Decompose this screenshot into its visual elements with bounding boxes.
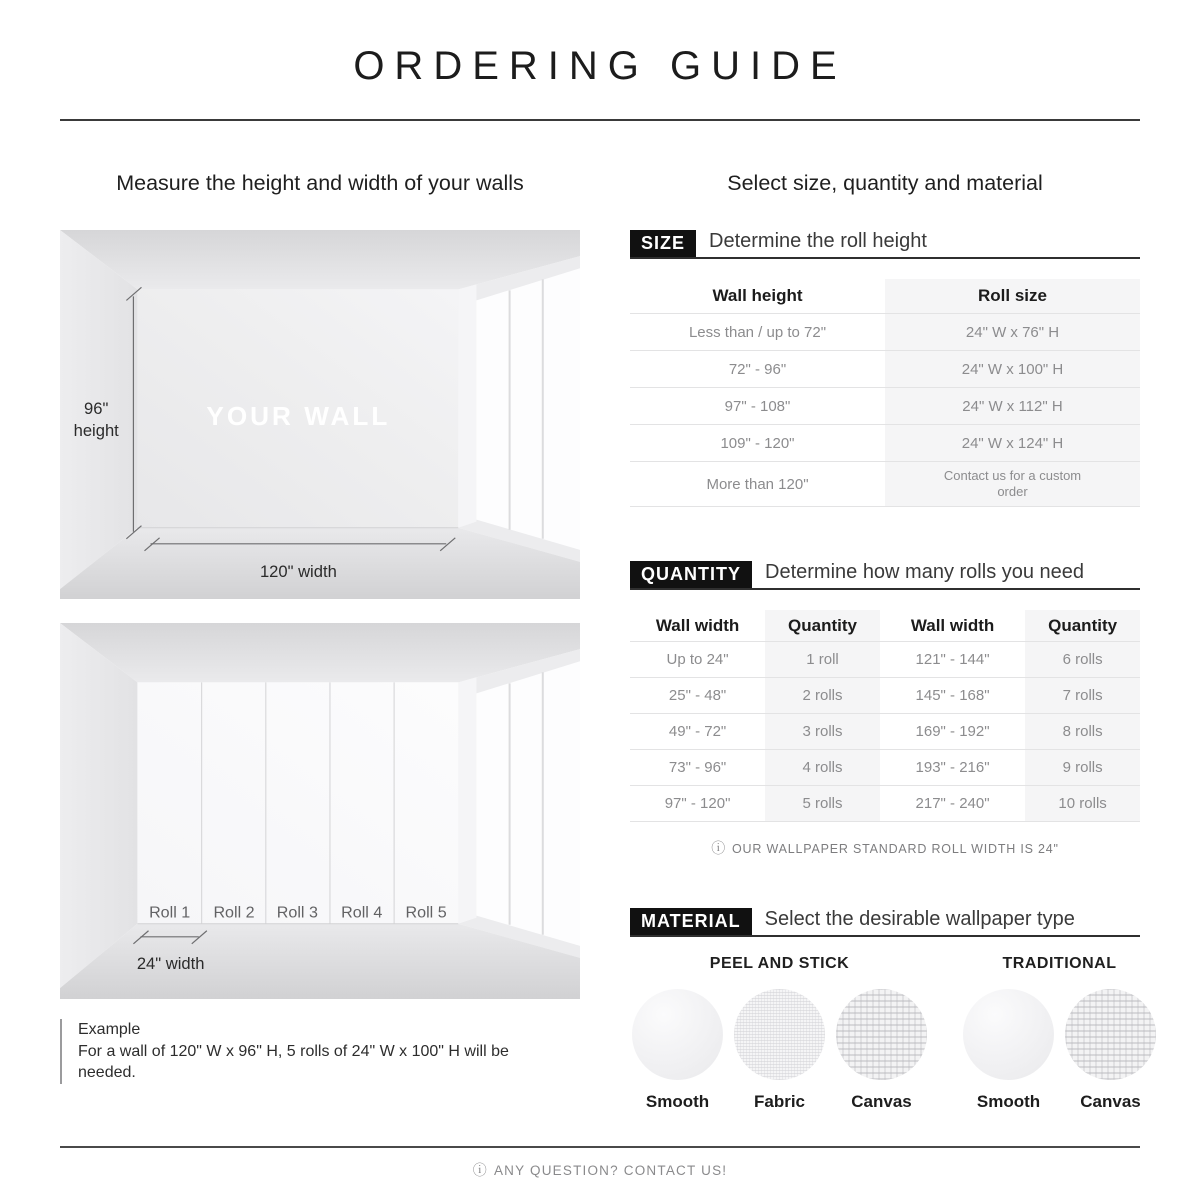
- height-value-label: 96": [84, 399, 109, 419]
- smooth-texture-swatch: [963, 989, 1054, 1080]
- size-section-title: Determine the roll height: [709, 230, 927, 253]
- roll-3-label: Roll 3: [276, 903, 318, 922]
- roll-size-value: Contact us for a custom order: [885, 462, 1140, 506]
- select-column: [630, 121, 1140, 1112]
- swatch-label: Canvas: [1080, 1092, 1141, 1112]
- info-icon: ⓘ: [711, 840, 727, 857]
- size-table: [630, 279, 1140, 507]
- quantity-col-quantity: Quantity: [1025, 610, 1140, 641]
- window-jamb: [458, 677, 476, 923]
- quantity-section-title: Determine how many rolls you need: [765, 561, 1085, 584]
- example-block: [60, 1019, 538, 1084]
- quantity-table-header-row: [630, 610, 1140, 642]
- content-columns: [60, 121, 1140, 1112]
- example-title: Example: [78, 1021, 141, 1039]
- fabric-texture-swatch: [734, 989, 825, 1080]
- size-table-row: [630, 314, 1140, 351]
- page-title: ORDERING GUIDE: [353, 44, 847, 88]
- roll-size-value: 24" W x 76" H: [885, 314, 1140, 350]
- size-table-row: [630, 425, 1140, 462]
- swatch-canvas: [834, 989, 929, 1112]
- quantity-col-wall-width: Wall width: [655, 615, 740, 635]
- swatch-canvas: [1063, 989, 1158, 1112]
- measure-column: [60, 121, 580, 1112]
- material-group-traditional: [961, 955, 1158, 1112]
- roll-width-note: [630, 838, 1140, 858]
- footer-text: ANY QUESTION? CONTACT US!: [493, 1163, 728, 1178]
- size-badge: SIZE: [630, 230, 696, 257]
- quantity-value: 8 rolls: [1025, 714, 1140, 749]
- canvas-texture-swatch: [1065, 989, 1156, 1080]
- material-group-peel-and-stick: [630, 955, 929, 1112]
- quantity-value: 9 rolls: [1025, 750, 1140, 785]
- swatch-smooth: [961, 989, 1056, 1112]
- size-table-row: [630, 388, 1140, 425]
- roll-width-label: 24" width: [136, 954, 205, 974]
- quantity-table: [630, 610, 1140, 822]
- quantity-section-header: [630, 561, 1140, 590]
- wall-width-value: 73" - 96": [668, 759, 727, 777]
- roll-2-label: Roll 2: [213, 903, 255, 922]
- wall-width-value: 145" - 168": [915, 687, 990, 705]
- material-badge: MATERIAL: [630, 908, 752, 935]
- swatch-label: Fabric: [753, 1092, 806, 1112]
- wall-width-value: Up to 24": [666, 651, 729, 669]
- material-groups: [630, 955, 1140, 1112]
- roll-size-value: 24" W x 124" H: [885, 425, 1140, 461]
- window: [476, 661, 580, 946]
- footer-divider: [60, 1146, 1140, 1148]
- traditional-swatches: [961, 989, 1158, 1112]
- select-heading: Select size, quantity and material: [727, 171, 1043, 195]
- info-icon: ⓘ: [472, 1162, 488, 1178]
- swatch-smooth: [630, 989, 725, 1112]
- quantity-value: 2 rolls: [765, 678, 880, 713]
- size-table-row: [630, 462, 1140, 507]
- window: [476, 268, 580, 550]
- left-wall: [60, 623, 137, 988]
- size-table-row: [630, 351, 1140, 388]
- room-illustration-your-wall: [60, 230, 580, 599]
- wallpaper-roll-panels: [137, 682, 458, 923]
- material-section-title: Select the desirable wallpaper type: [764, 908, 1075, 931]
- traditional-label: TRADITIONAL: [1002, 955, 1117, 973]
- footer-note: [60, 1160, 1140, 1180]
- size-section-header: [630, 230, 1140, 259]
- room-illustration-rolls: [60, 623, 580, 999]
- peel-and-stick-label: PEEL AND STICK: [709, 955, 850, 973]
- quantity-value: 3 rolls: [765, 714, 880, 749]
- wall-width-value: 121" - 144": [915, 651, 990, 669]
- wall-height-value: 97" - 108": [724, 397, 791, 415]
- quantity-table-row: [630, 678, 1140, 714]
- wall-width-value: 97" - 120": [664, 795, 731, 813]
- quantity-col-wall-width: Wall width: [910, 615, 995, 635]
- quantity-value: 10 rolls: [1025, 786, 1140, 821]
- roll-size-value: 24" W x 112" H: [885, 388, 1140, 424]
- quantity-table-row: [630, 750, 1140, 786]
- swatch-fabric: [732, 989, 827, 1112]
- wall-width-value: 169" - 192": [915, 723, 990, 741]
- quantity-table-row: [630, 714, 1140, 750]
- height-word-label: height: [73, 421, 119, 441]
- quantity-table-row: [630, 786, 1140, 822]
- window-jamb: [458, 284, 476, 527]
- material-section-header: [630, 908, 1140, 937]
- quantity-col-quantity: Quantity: [765, 610, 880, 641]
- quantity-table-row: [630, 642, 1140, 678]
- swatch-label: Canvas: [851, 1092, 912, 1112]
- size-col-roll-size: Roll size: [885, 279, 1140, 313]
- wall-width-value: 25" - 48": [668, 687, 727, 705]
- quantity-value: 6 rolls: [1025, 642, 1140, 677]
- quantity-value: 5 rolls: [765, 786, 880, 821]
- example-body: For a wall of 120" W x 96" H, 5 rolls of 24" W x 100" H will be needed.: [78, 1042, 509, 1082]
- roll-5-label: Roll 5: [405, 903, 447, 922]
- size-table-header-row: [630, 279, 1140, 314]
- wall-height-value: 72" - 96": [728, 360, 787, 378]
- size-col-wall-height: Wall height: [712, 286, 803, 306]
- quantity-value: 1 roll: [765, 642, 880, 677]
- roll-width-note-text: OUR WALLPAPER STANDARD ROLL WIDTH IS 24": [732, 842, 1059, 857]
- your-wall-label: YOUR WALL: [206, 401, 391, 432]
- wall-height-value: Less than / up to 72": [688, 323, 827, 341]
- width-label: 120" width: [259, 562, 337, 582]
- measure-heading: Measure the height and width of your walls: [116, 171, 524, 195]
- swatch-label: Smooth: [645, 1092, 710, 1112]
- roll-size-value: 24" W x 100" H: [885, 351, 1140, 387]
- quantity-value: 7 rolls: [1025, 678, 1140, 713]
- wall-width-value: 193" - 216": [915, 759, 990, 777]
- roll-1-label: Roll 1: [149, 903, 191, 922]
- quantity-badge: QUANTITY: [630, 561, 752, 588]
- smooth-texture-swatch: [632, 989, 723, 1080]
- swatch-label: Smooth: [976, 1092, 1041, 1112]
- wall-width-value: 217" - 240": [915, 795, 990, 813]
- wall-height-value: 109" - 120": [720, 434, 795, 452]
- canvas-texture-swatch: [836, 989, 927, 1080]
- quantity-value: 4 rolls: [765, 750, 880, 785]
- roll-4-label: Roll 4: [341, 903, 383, 922]
- wall-width-value: 49" - 72": [668, 723, 727, 741]
- peel-and-stick-swatches: [630, 989, 929, 1112]
- wall-height-value: More than 120": [706, 475, 809, 493]
